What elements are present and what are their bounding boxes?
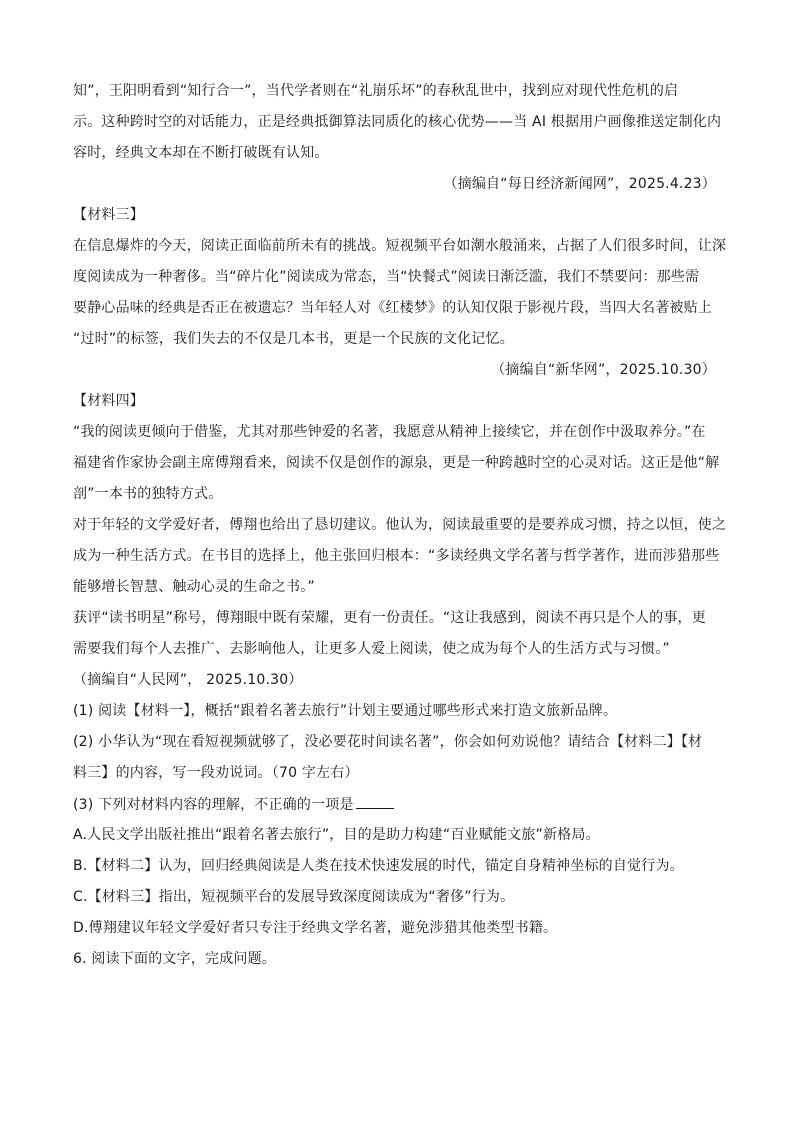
material4-heading: 【材料四】 (73, 393, 144, 409)
option-c: C.【材料三】指出，短视频平台的发展导致深度阅读成为“奢侈”行为。 (73, 889, 515, 905)
option-b: B.【材料二】认为，回归经典阅读是人类在技术快速发展的时代，锚定自身精神坐标的自觉行为。 (73, 858, 684, 874)
paragraph-line: 剖”一本书的独特方式。 (73, 486, 223, 502)
question-3-text: (3) 下列对材料内容的理解，不正确的一项是 (73, 797, 354, 813)
paragraph-line: 在信息爆炸的今天，阅读正面临前所未有的挑战。短视频平台如潮水般涌来，占据了人们很多时间，让深 (73, 238, 727, 254)
question-2-line: (2) 小华认为“现在看短视频就够了，没必要花时间读名著”，你会如何劝说他？请结合【材料二】【材 (73, 734, 703, 750)
paragraph-line: 获评“读书明星”称号，傅翔眼中既有荣耀，更有一份责任。“这让我感到，阅读不再只是个人的事，更 (73, 610, 706, 626)
paragraph-line: 度阅读成为一种奢侈。当“碎片化”阅读成为常态，当“快餐式”阅读日渐泛滥，我们不禁要问：那些需 (73, 269, 700, 285)
material3-heading: 【材料三】 (73, 207, 144, 223)
question-3 (73, 794, 723, 815)
paragraph-line: 容时，经典文本却在不断打破既有认知。 (73, 145, 329, 161)
source-citation: （摘编自“每日经济新闻网”，2025.4.23） (443, 176, 716, 192)
paragraph-line: “我的阅读更倾向于借鉴，尤其对那些钟爱的名著，我愿意从精神上接续它，并在创作中汲取养分。”在 (73, 424, 706, 440)
question-2-line: 料三】的内容，写一段劝说词。（70 字左右） (73, 765, 359, 781)
paragraph-line: 福建省作家协会副主席傅翔看来，阅读不仅是创作的源泉，更是一种跨越时空的心灵对话。这正是他“解 (73, 455, 720, 471)
paragraph-line: 示。这种跨时空的对话能力，正是经典抵御算法同质化的核心优势——当 AI 根据用户画像推送定制化内 (73, 114, 722, 130)
question-1: (1) 阅读【材料一】，概括“跟着名著去旅行”计划主要通过哪些形式来打造文旅新品牌。 (73, 703, 618, 719)
question-6-prompt: 6. 阅读下面的文字，完成问题。 (73, 951, 277, 967)
paragraph-line: 成为一种生活方式。在书目的选择上，他主张回归根本：“多读经典文学名著与哲学著作，进而涉猎那些 (73, 548, 720, 564)
option-a: A.人民文学出版社推出“跟着名著去旅行”，目的是助力构建“百业赋能文旅”新格局。 (73, 827, 600, 843)
paragraph-line: 要静心品味的经典是否正在被遗忘？当年轻人对《红楼梦》的认知仅限于影视片段，当四大名著被贴上 (73, 300, 712, 316)
source-citation: （摘编自“人民网”， 2025.10.30） (73, 672, 303, 688)
option-d: D.傅翔建议年轻文学爱好者只专注于经典文学名著，避免涉猎其他类型书籍。 (73, 920, 558, 936)
paragraph-line: 知”，王阳明看到“知行合一”，当代学者则在“礼崩乐坏”的春秋乱世中，找到应对现代性危机的启 (73, 83, 679, 99)
source-citation: （摘编自“新华网”，2025.10.30） (491, 362, 716, 378)
paragraph-line: “过时”的标签，我们失去的不仅是几本书，更是一个民族的文化记忆。 (73, 331, 514, 347)
paragraph-line: 需要我们每个人去推广、去影响他人，让更多人爱上阅读，使之成为每个人的生活方式与习惯。” (73, 641, 670, 657)
answer-blank[interactable] (356, 794, 394, 809)
paragraph-line: 能够增长智慧、触动心灵的生命之书。” (73, 579, 315, 595)
paragraph-line: 对于年轻的文学爱好者，傅翔也给出了恳切建议。他认为，阅读最重要的是要养成习惯，持之以恒，使之 (73, 517, 727, 533)
